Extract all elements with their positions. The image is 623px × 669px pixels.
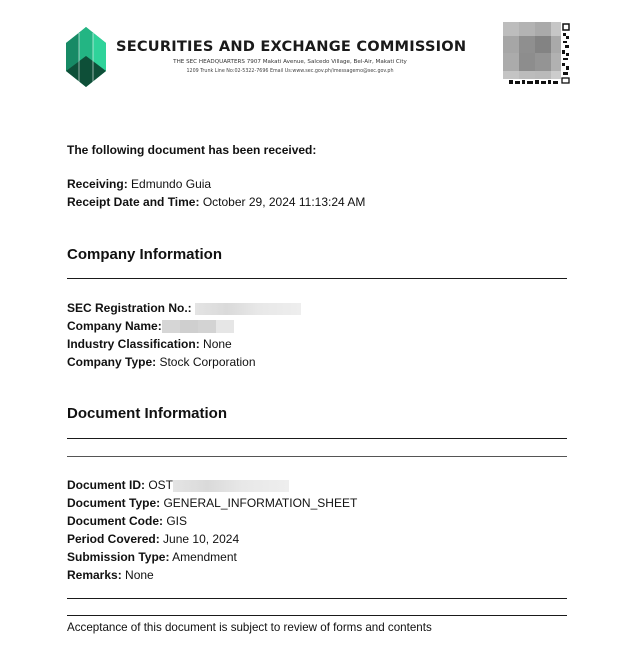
field-label: Industry Classification: [67,337,200,351]
field-value: GIS [166,514,188,528]
organization-name: SECURITIES AND EXCHANGE COMMISSION [116,38,467,55]
section-divider [67,278,567,279]
field-label: Company Type: [67,355,157,369]
acceptance-note: Acceptance of this document is subject to review of forms and contents [67,621,432,634]
document-id-row [67,478,289,492]
section-divider [67,456,567,457]
field-value: GENERAL_INFORMATION_SHEET [163,496,358,510]
section-divider [67,615,567,616]
document-id-prefix: OST [148,478,174,492]
field-label: SEC Registration No.: [67,301,192,315]
field-value: None [125,568,154,582]
industry-classification-row [67,337,232,351]
redacted-document-id-value [173,480,289,492]
section-divider [67,598,567,599]
document-info-title: Document Information [67,405,227,422]
field-value: Stock Corporation [159,355,256,369]
intro-text: The following document has been received: [67,143,317,157]
field-value: None [203,337,232,351]
field-label: Document ID: [67,478,145,492]
document-code-row [67,514,187,528]
field-label: Remarks: [67,568,122,582]
field-label: Company Name: [67,319,162,333]
receipt-datetime-value: October 29, 2024 11:13:24 AM [202,195,366,209]
company-info-title: Company Information [67,246,223,263]
field-label: Submission Type: [67,550,170,564]
organization-contact: 1209 Trunk Line No:02-5322-7696 Email Us:www.sec.gov.ph/imessagemo@sec.gov.ph [186,69,394,74]
receipt-datetime-label: Receipt Date and Time: [67,195,200,209]
organization-address: THE SEC HEADQUARTERS 7907 Makati Avenue, Salcedo Village, Bel-Air, Makati City [173,59,407,65]
period-covered-row [67,532,239,546]
field-value: June 10, 2024 [163,532,240,546]
redacted-company-name-value [162,320,234,333]
sec-registration-row [67,301,301,315]
company-type-row [67,355,256,369]
submission-type-row [67,550,237,564]
company-name-row [67,319,234,333]
receipt-datetime-row [67,195,365,209]
section-divider [67,438,567,439]
field-value: Amendment [172,550,237,564]
document-type-row [67,496,357,510]
redacted-sec-registration-value [195,303,301,315]
receiving-label: Receiving: [67,177,128,191]
receiving-row [67,177,211,191]
field-label: Period Covered: [67,532,160,546]
sec-logo-icon [66,27,106,87]
qr-code-icon [503,22,571,86]
receiving-value: Edmundo Guia [131,177,212,191]
field-label: Document Code: [67,514,163,528]
remarks-row [67,568,154,582]
field-label: Document Type: [67,496,161,510]
